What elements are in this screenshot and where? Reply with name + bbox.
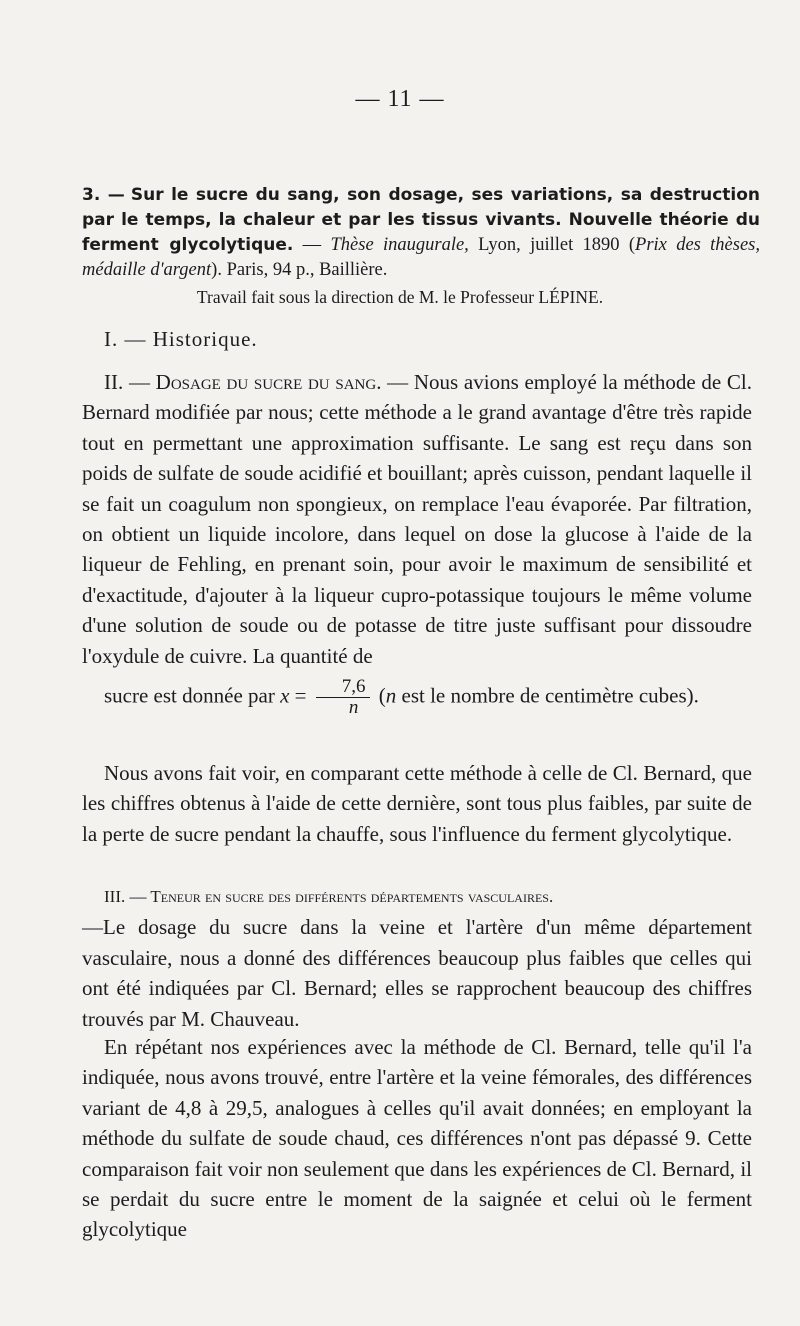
entry-prize: Prix des thèses, médaille d'argent	[82, 235, 761, 280]
publication-entry	[82, 183, 760, 283]
formula-post: est le nombre de centimètre cubes).	[396, 683, 699, 708]
entry-publisher: ). Paris, 94 p., Baillière.	[211, 260, 388, 280]
formula-equals: =	[294, 683, 307, 708]
section-teneur	[82, 880, 752, 1034]
fraction-denominator: n	[348, 697, 359, 719]
formula-post-variable: n	[385, 683, 397, 708]
entry-dash: —	[293, 235, 331, 255]
entry-title: Sur le sucre du sang, son dosage, ses variations, sa destruction par le temps, la chaleur et par les tissus vivants. Nouvelle théorie du ferment glycolytique.	[82, 185, 761, 255]
section-dosage-text: — Nous avions employé la méthode de Cl. Bernard modifiée par nous; cette méthode a le grand avantage d'être très rapide tout en permettant une approximation suffisante. Le sang est reçu dans son poids de sulfate de soude acidifié et bouillant; après cuisson, pendant laquelle il se fait un coagulum non spongieux, on remplace l'eau évaporée. Par filtration, on obtient un liquide incolore, dans lequel on dose la glucose à l'aide de la liqueur de Fehling, en prenant soin, pour avoir le maximum de sensibilité et d'exactitude, d'ajouter à la liqueur cupro-potassique toujours le même volume d'une solution de soude ou de potasse de titre juste suffisant pour dissoudre l'oxydule de cuivre. La quantité de	[82, 370, 753, 668]
page-number: — 11 —	[355, 86, 445, 112]
fraction-numerator: 7,6	[316, 677, 370, 698]
direction-note: Travail fait sous la direction de M. le Professeur LÉPINE.	[196, 287, 604, 307]
section-teneur-heading: III. — Teneur en sucre des différents départements vasculaires.	[104, 887, 554, 906]
formula-line: sucre est donnée par x = $\frac{7,6}{n}$ (n est le nombre de centimètre cubes).	[104, 676, 699, 719]
section-dosage-heading: II. — Dosage du sucre du sang.	[104, 370, 382, 394]
section-historique: I. — Historique.	[104, 327, 258, 351]
entry-number: 3. —	[82, 185, 125, 205]
formula-fraction	[316, 677, 370, 718]
section-teneur-text: —Le dosage du sucre dans la veine et l'artère d'un même département vasculaire, nous a donné des différences beaucoup plus faibles que celles qui ont été indiquées par Cl. Bernard; elles se rapprochent beaucoup des chiffres trouvés par M. Chauveau.	[82, 915, 752, 1031]
dosage-paragraph-2: Nous avons fait voir, en comparant cette méthode à celle de Cl. Bernard, que les chiffres obtenus à l'aide de cette dernière, sont tous plus faibles, par suite de la perte de sucre pendant la chauffe, sous l'influence du ferment glycolytique.	[82, 761, 752, 846]
section-dosage	[82, 367, 752, 718]
teneur-paragraph-2: En répétant nos expériences avec la méthode de Cl. Bernard, telle qu'il l'a indiquée, nous avons trouvé, entre l'artère et la veine fémorales, des différences variant de 4,8 à 29,5, analogues à celles qu'il avait données; en employant la méthode du sulfate de soude chaud, ces différences n'ont pas dépassé 9. Cette comparaison fait voir non seulement que dans les expériences de Cl. Bernard, il se perdait du sucre entre le moment de la saignée et celui où le ferment glycolytique	[82, 1035, 752, 1242]
formula-variable: x	[280, 683, 290, 708]
formula-pre: sucre est donnée par	[104, 683, 275, 708]
entry-place-date: Lyon, juillet 1890 (	[468, 235, 636, 255]
entry-thesis: Thèse inaugurale,	[330, 235, 469, 255]
